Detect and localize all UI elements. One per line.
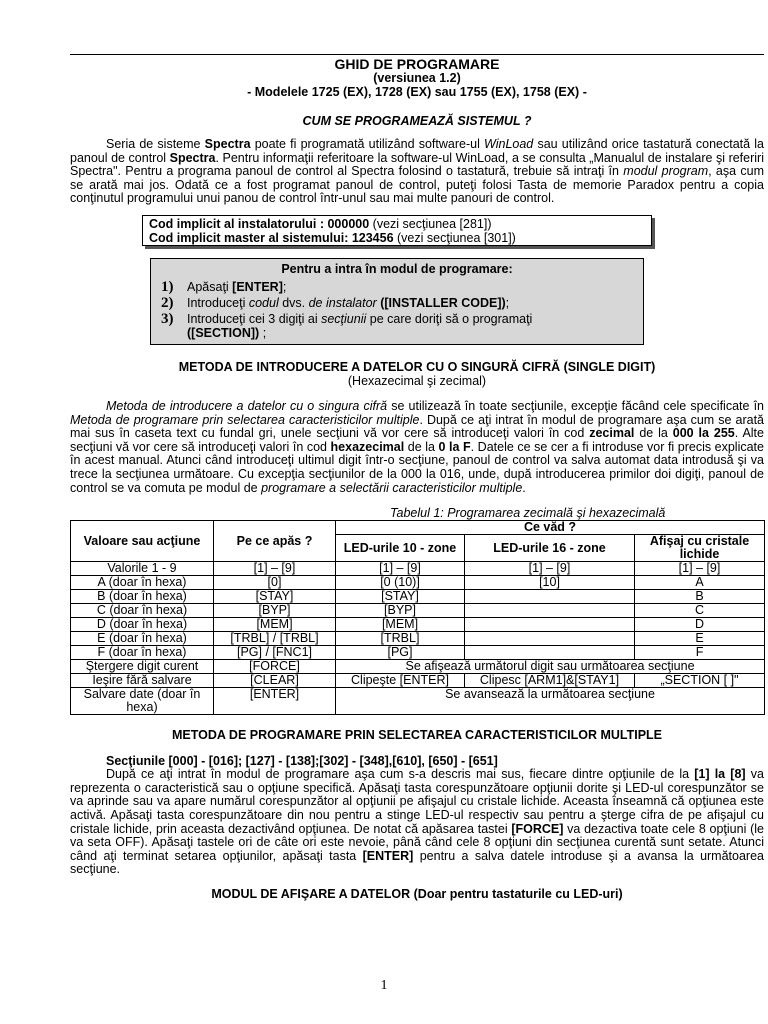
programming-table xyxy=(70,520,765,715)
page-number: 1 xyxy=(380,978,388,993)
header-lcd: Afişaj cu cristale lichide xyxy=(635,535,765,562)
table-cell xyxy=(465,604,635,618)
table-cell: Salvare date (doar în hexa) xyxy=(71,688,214,715)
table-row xyxy=(71,562,765,576)
table-row xyxy=(71,646,765,660)
table-cell: Se afişează următorul digit sau următoarea secţiune xyxy=(336,660,765,674)
table-cell: Clipeşte [ENTER] xyxy=(336,674,465,688)
header-value: Valoare sau acţiune xyxy=(71,521,214,562)
table-cell: [STAY] xyxy=(336,590,465,604)
table-cell: [STAY] xyxy=(214,590,336,604)
table-cell xyxy=(465,632,635,646)
table-cell: [TRBL] xyxy=(336,632,465,646)
table-cell: [MEM] xyxy=(214,618,336,632)
multiple-features-paragraph: După ce aţi intrat în modul de programare aşa cum s-a descris mai sus, fiecare dintre opţiunile de la [1] la [8] va reprezenta o caracteristică sau o opţiune specifică. Apăsaţi tasta corespunzătoare opţiunii dorite şi LED-ul corespunzător se va aprinde sau va apare numărul corespunzător al opţiunii pe afişajul cu cristale lichide. Aceasta înseamnă că opţiunea este activă. Apăsaţi tasta corespunzătoare din nou pentru a stinge LED-ul respectiv sau pentru a şterge cifra de pe afişajul cu cristale lichide, prin aceasta dezactivând opţiunea. De notat că apăsarea tastei [FORCE] va dezactiva toate cele 8 opţiuni (le va seta OFF). Apăsaţi tastele ori de câte ori este nevoie, până când cele 8 opţiuni din secţiunea curentă sunt setate. Atunci când aţi terminat setarea opţiunilor, apăsaţi tasta [ENTER] pentru a salva datele introduse şi a avansa la următoarea secţiune. xyxy=(70,767,764,877)
table-caption: Tabelul 1: Programarea zecimală şi hexazecimală xyxy=(390,506,666,521)
table-row-clear-digit xyxy=(71,660,765,674)
programming-steps-heading: Pentru a intra în modul de programare: xyxy=(281,261,513,276)
table-cell: [BYP] xyxy=(336,604,465,618)
installer-code-line: Cod implicit al instalatorului : 000000 (vezi secţiunea [281]) xyxy=(149,216,492,231)
table-cell: [PG] xyxy=(336,646,465,660)
table-cell: Valorile 1 - 9 xyxy=(71,562,214,576)
table-cell: D xyxy=(635,618,765,632)
multiple-features-heading: METODA DE PROGRAMARE PRIN SELECTAREA CARACTERISTICILOR MULTIPLE xyxy=(171,728,663,743)
top-rule xyxy=(70,54,764,55)
table-cell: [MEM] xyxy=(336,618,465,632)
master-code-line: Cod implicit master al sistemului: 123456 (vezi secţiunea [301]) xyxy=(149,230,516,245)
single-digit-subheading: (Hexazecimal şi zecimal) xyxy=(347,373,487,388)
table-cell xyxy=(465,618,635,632)
table-cell: B (doar în hexa) xyxy=(71,590,214,604)
multiple-features-sections: Secţiunile [000] - [016]; [127] - [138];[302] - [348],[610], [650] - [651] xyxy=(106,754,498,769)
table-cell: B xyxy=(635,590,765,604)
table-cell: [1] – [9] xyxy=(465,562,635,576)
document-models: - Modelele 1725 (EX), 1728 (EX) sau 1755 (EX), 1758 (EX) - xyxy=(247,85,587,99)
table-cell: [ENTER] xyxy=(214,688,336,715)
table-cell: [0] xyxy=(214,576,336,590)
table-row xyxy=(71,590,765,604)
document-page xyxy=(70,54,764,901)
document-title: GHID DE PROGRAMARE xyxy=(334,56,500,72)
table-row-exit xyxy=(71,674,765,688)
table-cell: C (doar în hexa) xyxy=(71,604,214,618)
single-digit-paragraph: Metoda de introducere a datelor cu o singura cifră se utilizează în toate secţiunile, excepţie făcând cele specificate în Metoda de programare prin selectarea caracteristicilor multiple. După ce aţi intrat în modul de programare aşa cum se arată mai sus în caseta text cu fundal gri, unele secţiuni vă vor cere să introduceţi valori în cod zecimal de la 000 la 255. Alte secţiuni vă vor cere să introduceţi valori în cod hexazecimal de la 0 la F. Datele ce se cer a fi introduse vor fi precis explicate în acest manual. Atunci când introduceţi ultimul digit într-o secţiune, panoul de control va salva automat data introdusă şi va trece la secţiunea următoare. Cu excepţia secţiunilor de la 000 la 016, unde, după introducerea primilor doi digiţi, panoul de control se va comuta pe modul de programare a selectării caracteristicilor multiple. xyxy=(70,398,765,495)
document-version: (versiunea 1.2) xyxy=(373,71,461,85)
table-cell: [1] – [9] xyxy=(214,562,336,576)
display-mode-heading: MODUL DE AFIŞARE A DATELOR (Doar pentru tastaturile cu LED-uri) xyxy=(211,886,623,901)
table-cell: [BYP] xyxy=(214,604,336,618)
table-cell: Ştergere digit curent xyxy=(71,660,214,674)
table-row xyxy=(71,576,765,590)
table-row xyxy=(71,618,765,632)
header-press: Pe ce apăs ? xyxy=(214,521,336,562)
table-cell: „SECTION [ ]" xyxy=(635,674,765,688)
table-cell: [TRBL] / [TRBL] xyxy=(214,632,336,646)
single-digit-heading: METODA DE INTRODUCERE A DATELOR CU O SINGURĂ CIFRĂ (SINGLE DIGIT) xyxy=(178,359,656,374)
table-cell xyxy=(465,646,635,660)
table-row-save xyxy=(71,688,765,715)
table-cell: Se avansează la următoarea secţiune xyxy=(336,688,765,715)
table-cell: A xyxy=(635,576,765,590)
programming-steps-box xyxy=(150,258,644,345)
table-row xyxy=(71,604,765,618)
step-2: 2) Introduceţi codul dvs. de instalator ([INSTALLER CODE]); xyxy=(161,294,510,311)
header-led16: LED-urile 16 - zone xyxy=(465,535,635,562)
header-see: Ce văd ? xyxy=(336,521,765,535)
table-cell: F (doar în hexa) xyxy=(71,646,214,660)
section-heading-how-to: CUM SE PROGRAMEAZĂ SISTEMUL ? xyxy=(302,114,532,128)
table-cell: [FORCE] xyxy=(214,660,336,674)
table-cell: [0 (10)] xyxy=(336,576,465,590)
table-cell: E xyxy=(635,632,765,646)
table-cell: [CLEAR] xyxy=(214,674,336,688)
table-cell xyxy=(465,590,635,604)
table-cell: A (doar în hexa) xyxy=(71,576,214,590)
step-1: 1) Apăsaţi [ENTER]; xyxy=(161,278,287,295)
table-cell: [1] – [9] xyxy=(336,562,465,576)
default-codes-box xyxy=(142,215,652,246)
table-cell: [1] – [9] xyxy=(635,562,765,576)
intro-paragraph: Seria de sisteme Spectra poate fi programată utilizând software-ul WinLoad sau utilizând orice tastatură conectată la panoul de control Spectra. Pentru informaţii referitoare la software-ul WinLoad, a se consulta „Manualul de instalare şi referiri Spectra". Pentru a programa panoul de control al Spectra folosind o tastatură, trebuie să intraţi în modul program, aşa cum se arată mai jos. Odată ce a fost programat panoul de control, puteţi folosi Tasta de memorie Paradox pentru a copia conţinutul programului unui panou de control într-unul sau mai multe panouri de control. xyxy=(70,137,764,206)
header-led10: LED-urile 10 - zone xyxy=(336,535,465,562)
table-cell: [10] xyxy=(465,576,635,590)
table-row xyxy=(71,632,765,646)
table-cell: C xyxy=(635,604,765,618)
table-cell: Clipesc [ARM1]&[STAY1] xyxy=(465,674,635,688)
table-cell: Ieşire fără salvare xyxy=(71,674,214,688)
table-cell: D (doar în hexa) xyxy=(71,618,214,632)
table-cell: F xyxy=(635,646,765,660)
table-cell: [PG] / [FNC1] xyxy=(214,646,336,660)
table-cell: E (doar în hexa) xyxy=(71,632,214,646)
step-3: 3) Introduceţi cei 3 digiţi ai secţiunii pe care doriţi să o programaţi ([SECTION]) ; xyxy=(161,310,533,340)
